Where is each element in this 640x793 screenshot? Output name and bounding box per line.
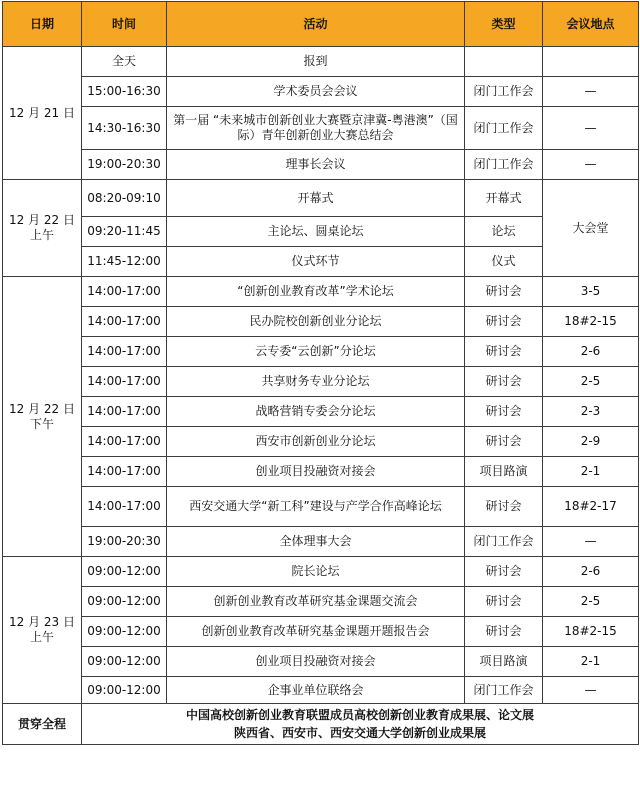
- time-cell: 14:00-17:00: [82, 457, 167, 487]
- header-activity: 活动: [167, 2, 465, 47]
- time-cell: 09:00-12:00: [82, 677, 167, 704]
- time-cell: 14:00-17:00: [82, 337, 167, 367]
- table-row: [3, 647, 639, 677]
- type-cell: 开幕式: [465, 180, 543, 217]
- header-type: 类型: [465, 2, 543, 47]
- venue-cell: 3-5: [543, 277, 639, 307]
- table-row: [3, 337, 639, 367]
- type-cell: [465, 47, 543, 77]
- venue-cell: 2-6: [543, 557, 639, 587]
- type-cell: 研讨会: [465, 307, 543, 337]
- table-row: [3, 677, 639, 704]
- venue-cell: 2-5: [543, 367, 639, 397]
- activity-cell: 共享财务专业分论坛: [167, 367, 465, 397]
- header-venue: 会议地点: [543, 2, 639, 47]
- table-row: [3, 307, 639, 337]
- date-cell: 12 月 22 日 上午: [3, 180, 82, 277]
- venue-cell: —: [543, 677, 639, 704]
- type-cell: 研讨会: [465, 337, 543, 367]
- time-cell: 09:00-12:00: [82, 617, 167, 647]
- time-cell: 全天: [82, 47, 167, 77]
- activity-cell: 云专委“云创新”分论坛: [167, 337, 465, 367]
- footer-row: [3, 704, 639, 745]
- activity-cell: 创业项目投融资对接会: [167, 647, 465, 677]
- activity-cell: 全体理事大会: [167, 527, 465, 557]
- date-cell: 12 月 21 日: [3, 47, 82, 180]
- venue-cell: —: [543, 150, 639, 180]
- table-row: [3, 527, 639, 557]
- header-row: [3, 2, 639, 47]
- type-cell: 论坛: [465, 217, 543, 247]
- date-cell: 12 月 23 日 上午: [3, 557, 82, 704]
- activity-cell: 报到: [167, 47, 465, 77]
- time-cell: 11:45-12:00: [82, 247, 167, 277]
- venue-cell: —: [543, 527, 639, 557]
- table-row: [3, 107, 639, 150]
- table-row: [3, 617, 639, 647]
- activity-cell: 企事业单位联络会: [167, 677, 465, 704]
- time-cell: 15:00-16:30: [82, 77, 167, 107]
- venue-cell: 2-9: [543, 427, 639, 457]
- venue-cell: [543, 47, 639, 77]
- time-cell: 14:00-17:00: [82, 397, 167, 427]
- time-cell: 14:00-17:00: [82, 487, 167, 527]
- venue-cell: —: [543, 77, 639, 107]
- type-cell: 研讨会: [465, 587, 543, 617]
- venue-cell: 2-1: [543, 457, 639, 487]
- table-row: [3, 277, 639, 307]
- footer-line-2: 陕西省、西安市、西安交通大学创新创业成果展: [233, 726, 486, 740]
- activity-cell: 第一届 “未来城市创新创业大赛暨京津冀-粤港澳”（国际）青年创新创业大赛总结会: [167, 107, 465, 150]
- table-row: [3, 180, 639, 217]
- type-cell: 研讨会: [465, 557, 543, 587]
- venue-cell: 2-3: [543, 397, 639, 427]
- time-cell: 14:00-17:00: [82, 427, 167, 457]
- table-row: [3, 557, 639, 587]
- time-cell: 19:00-20:30: [82, 527, 167, 557]
- activity-cell: 创新创业教育改革研究基金课题开题报告会: [167, 617, 465, 647]
- footer-content: [82, 704, 639, 745]
- table-row: [3, 587, 639, 617]
- activity-cell: 学术委员会会议: [167, 77, 465, 107]
- footer-line-1: 中国高校创新创业教育联盟成员高校创新创业教育成果展、论文展: [185, 708, 534, 722]
- table-row: [3, 427, 639, 457]
- header-time: 时间: [82, 2, 167, 47]
- table-row: [3, 457, 639, 487]
- activity-cell: 主论坛、圆桌论坛: [167, 217, 465, 247]
- type-cell: 闭门工作会: [465, 77, 543, 107]
- venue-cell: 2-5: [543, 587, 639, 617]
- activity-cell: 创新创业教育改革研究基金课题交流会: [167, 587, 465, 617]
- activity-cell: 理事长会议: [167, 150, 465, 180]
- time-cell: 19:00-20:30: [82, 150, 167, 180]
- type-cell: 闭门工作会: [465, 677, 543, 704]
- time-cell: 14:00-17:00: [82, 367, 167, 397]
- venue-cell: 18#2-15: [543, 307, 639, 337]
- type-cell: 闭门工作会: [465, 150, 543, 180]
- activity-cell: 西安交通大学“新工科”建设与产学合作高峰论坛: [167, 487, 465, 527]
- header-date: 日期: [3, 2, 82, 47]
- time-cell: 09:00-12:00: [82, 557, 167, 587]
- type-cell: 仪式: [465, 247, 543, 277]
- time-cell: 14:00-17:00: [82, 307, 167, 337]
- type-cell: 研讨会: [465, 427, 543, 457]
- type-cell: 研讨会: [465, 397, 543, 427]
- type-cell: 研讨会: [465, 277, 543, 307]
- time-cell: 14:30-16:30: [82, 107, 167, 150]
- activity-cell: 院长论坛: [167, 557, 465, 587]
- type-cell: 研讨会: [465, 617, 543, 647]
- type-cell: 项目路演: [465, 457, 543, 487]
- type-cell: 闭门工作会: [465, 107, 543, 150]
- venue-cell: 18#2-15: [543, 617, 639, 647]
- activity-cell: 仪式环节: [167, 247, 465, 277]
- table-row: [3, 150, 639, 180]
- activity-cell: 创业项目投融资对接会: [167, 457, 465, 487]
- time-cell: 14:00-17:00: [82, 277, 167, 307]
- table-row: [3, 47, 639, 77]
- time-cell: 08:20-09:10: [82, 180, 167, 217]
- type-cell: 研讨会: [465, 487, 543, 527]
- activity-cell: 西安市创新创业分论坛: [167, 427, 465, 457]
- table-row: [3, 487, 639, 527]
- activity-cell: 开幕式: [167, 180, 465, 217]
- time-cell: 09:00-12:00: [82, 587, 167, 617]
- venue-cell: 18#2-17: [543, 487, 639, 527]
- venue-cell-merged: 大会堂: [543, 180, 639, 277]
- schedule-table: [2, 1, 639, 745]
- type-cell: 闭门工作会: [465, 527, 543, 557]
- footer-label: 贯穿全程: [3, 704, 82, 745]
- venue-cell: —: [543, 107, 639, 150]
- table-row: [3, 77, 639, 107]
- date-cell: 12 月 22 日 下午: [3, 277, 82, 557]
- type-cell: 研讨会: [465, 367, 543, 397]
- activity-cell: “创新创业教育改革”学术论坛: [167, 277, 465, 307]
- activity-cell: 战略营销专委会分论坛: [167, 397, 465, 427]
- venue-cell: 2-1: [543, 647, 639, 677]
- type-cell: 项目路演: [465, 647, 543, 677]
- table-row: [3, 397, 639, 427]
- activity-cell: 民办院校创新创业分论坛: [167, 307, 465, 337]
- time-cell: 09:00-12:00: [82, 647, 167, 677]
- venue-cell: 2-6: [543, 337, 639, 367]
- time-cell: 09:20-11:45: [82, 217, 167, 247]
- table-row: [3, 367, 639, 397]
